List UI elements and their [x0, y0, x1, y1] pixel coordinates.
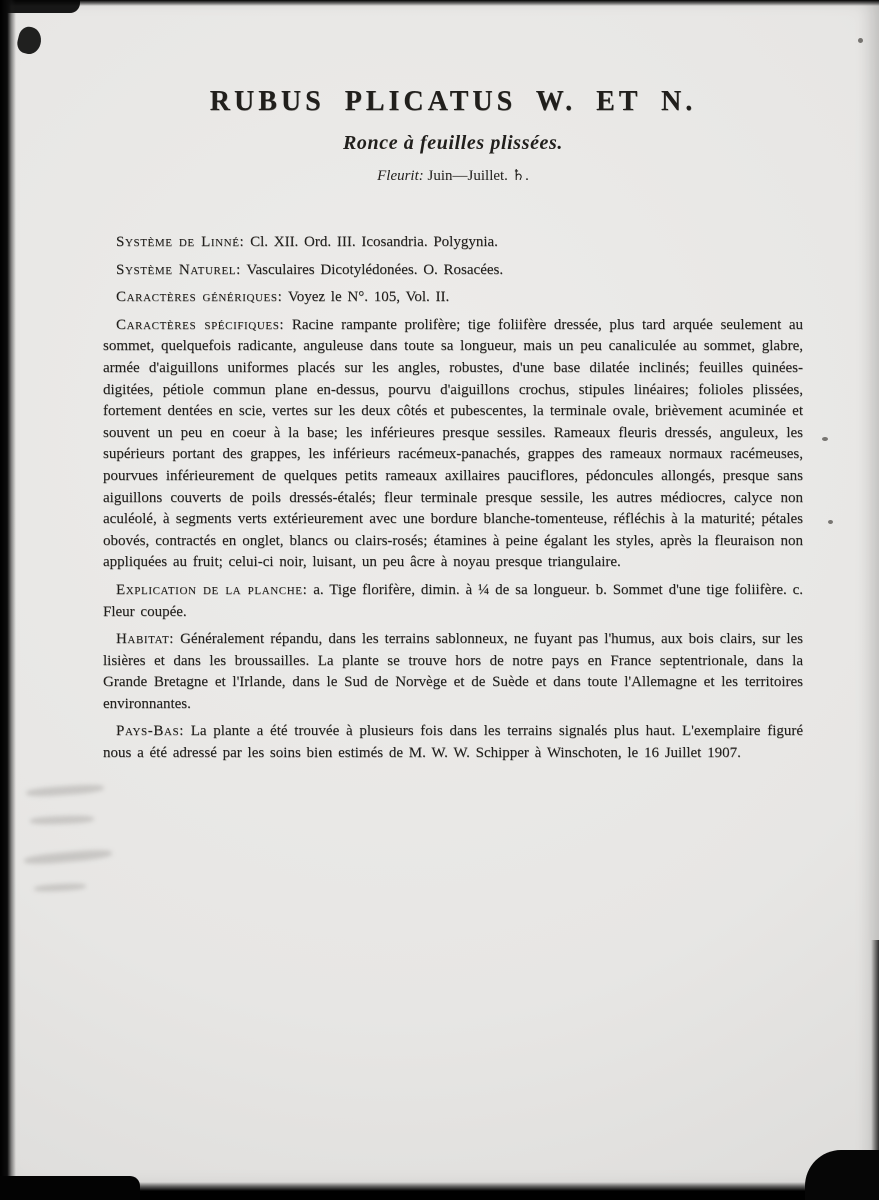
section-text: Voyez le N°. 105, Vol. II.	[287, 289, 450, 306]
scan-speck	[822, 437, 828, 441]
paragraph-pays-bas	[103, 721, 803, 764]
scan-speck	[858, 38, 863, 43]
ink-blot	[15, 25, 44, 57]
page-title: RUBUS PLICATUS W. ET N.	[209, 86, 697, 117]
flowering-line	[103, 166, 803, 185]
paragraph-caracteres-generiques	[103, 287, 803, 309]
document-content	[103, 0, 803, 771]
scan-speck	[828, 520, 833, 524]
scan-edge-left	[0, 0, 16, 1200]
scan-smudge	[30, 815, 94, 825]
scan-smudge	[24, 848, 113, 866]
scan-corner-bottom-right	[805, 1150, 879, 1200]
paragraph-habitat	[103, 629, 803, 715]
section-label: Système de Linné:	[116, 234, 245, 250]
scan-edge-top	[0, 0, 879, 6]
section-text: Racine rampante prolifère; tige foliifère dressée, plus tard arquée seulement au sommet, quelquefois radicante, anguleuse dans toute sa longueur, mais un peu canaliculée au sommet, glabre, armée d'aiguillons uniformes placés sur les angles, robustes, d'une base dilatée inclinés; feuilles quinées-digitées, pétiole commun plane en-dessus, pourvu d'aiguillons crochus, stipules linéaires; folioles plissées, fortement dentées en scie, vertes sur les deux côtés et pubescentes, la terminale ovale, brièvement acuminée et souvent un peu en coeur à la base; les inférieures presque sessiles. Rameaux fleuris dressés, anguleux, les supérieurs portant des grappes, les inférieurs racémeux-panachés, grappes des rameaux normaux racémeuses, pourvues inférieurement de quelques petits rameaux axillaires pauciflores, pédoncules allongés, presque sans aiguillons couverts de poils dressés-étalés; fleur terminale presque sessile, les autres médiocres, calyce non aculéolé, à segments verts extérieurement avec une bordure blanche-tomenteuse, réfléchis à la maturité; pétales obovés, contractés en onglet, blancs ou clairs-rosés; étamines à peine égalant les styles, après la fleuraison non appliquées au fruit; celui-ci noir, luisant, un peu âcre à noyau presque triangulaire.	[103, 316, 804, 571]
section-label: Caractères génériques:	[116, 289, 283, 306]
document-body	[103, 232, 803, 765]
section-text: Vasculaires Dicotylédonées. O. Rosacées.	[246, 261, 504, 278]
flowering-value: Juin—Juillet. ♄.	[427, 168, 529, 184]
section-label: Explication de la planche:	[116, 581, 308, 598]
section-label: Pays-Bas:	[116, 723, 184, 740]
scan-smudge	[26, 783, 104, 797]
paragraph-caracteres-specifiques	[103, 315, 803, 574]
scan-smudge	[34, 883, 86, 893]
section-label: Habitat:	[116, 631, 175, 648]
section-label: Système Naturel:	[116, 261, 241, 278]
section-text: Généralement répandu, dans les terrains sablonneux, ne fuyant pas l'humus, aux bois clairs, sur les lisières et dans les broussailles. La plante se trouve hors de notre pays en France septentrionale, dans la Grande Bretagne et l'Irlande, dans le Sud de Norvège et de Suède et dans toute l'Allemagne et les territoires environnantes.	[103, 631, 804, 712]
paragraph-systeme-naturel	[103, 260, 803, 282]
paragraph-explication-planche	[103, 580, 803, 623]
flowering-label: Fleurit:	[377, 168, 424, 184]
section-text: Cl. XII. Ord. III. Icosandria. Polygynia.	[250, 234, 498, 250]
scan-corner-bottom-left	[0, 1176, 140, 1200]
section-label: Caractères spécifiques:	[116, 316, 285, 333]
paragraph-systeme-linne	[103, 232, 803, 254]
section-text: La plante a été trouvée à plusieurs fois dans les terrains signalés plus haut. L'exemplaire figuré nous a été adressé par les soins bien estimés de M. W. W. Schipper à Winschoten, le 16 Juillet 1907.	[103, 723, 804, 762]
section-text: a. Tige florifère, dimin. à ¼ de sa longueur. b. Sommet d'une tige foliifère. c. Fleur coupée.	[103, 581, 804, 620]
common-name-subtitle: Ronce à feuilles plissées.	[342, 132, 564, 154]
